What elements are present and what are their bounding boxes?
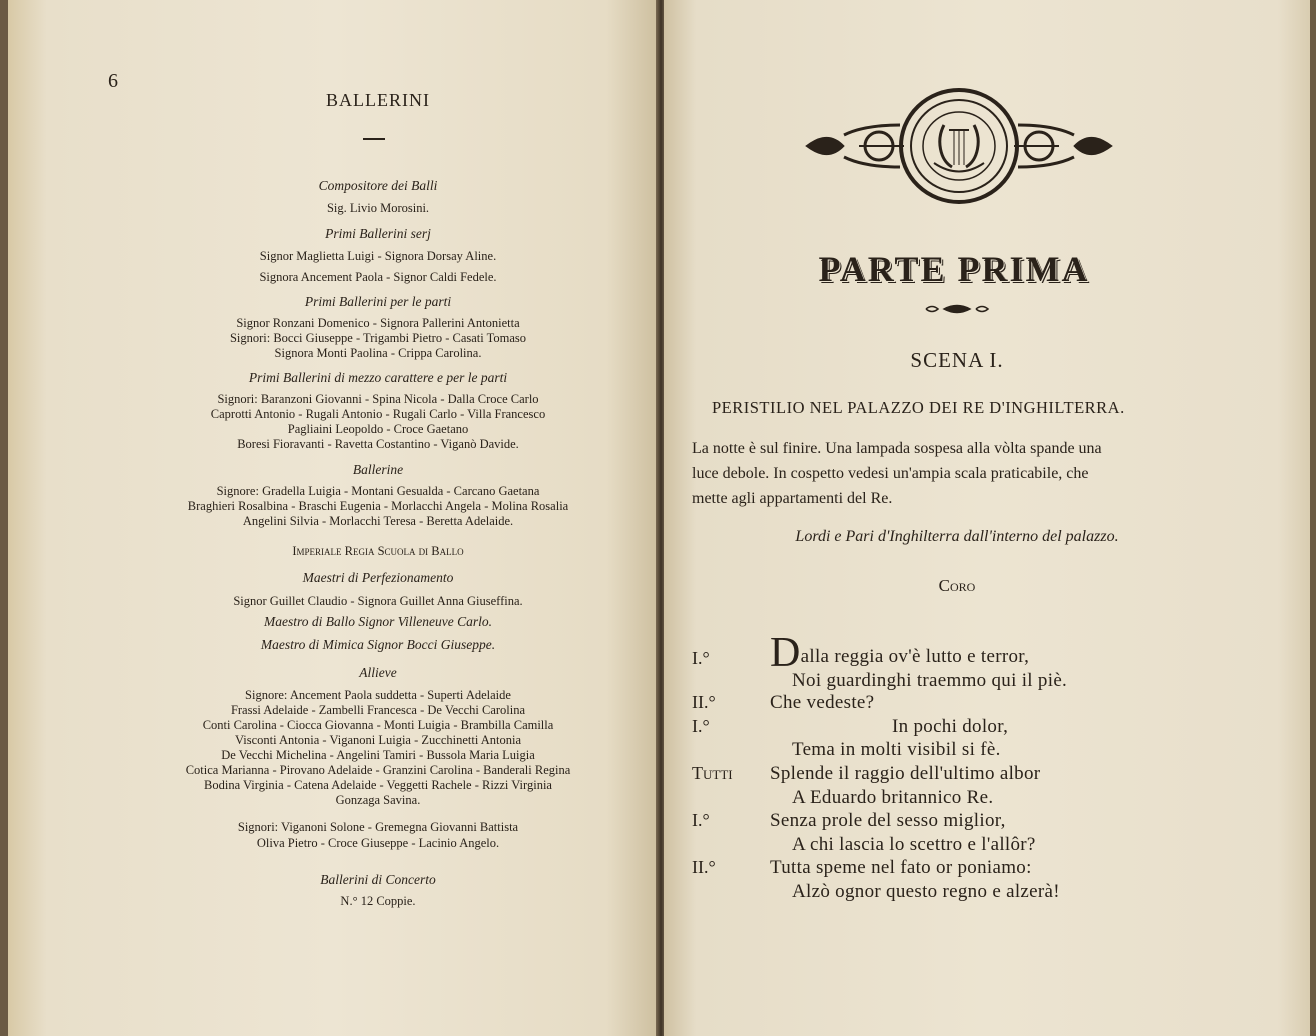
verse-line: Senza prole del sesso miglior, [770, 810, 1006, 831]
verse-line: A Eduardo britannico Re. [792, 787, 994, 808]
speaker-label: I.° [692, 716, 710, 736]
direction-line: luce debole. In cospetto vedesi un'ampia scala praticabile, che [692, 465, 1089, 482]
section-heading: Compositore dei Balli [318, 178, 438, 193]
name-line: Sig. Livio Morosini. [326, 201, 430, 215]
scene-title: SCENA I. [910, 348, 1004, 372]
speaker-label: Tutti [692, 763, 733, 783]
name-line: Signora Ancement Paola - Signor Caldi Fedele. [259, 270, 497, 284]
direction-line: mette agli appartamenti del Re. [692, 490, 893, 507]
verse-line: Tema in molti visibil si fè. [792, 739, 1001, 760]
name-line: Pagliaini Leopoldo - Croce Gaetano [287, 422, 469, 436]
section-heading: Primi Ballerini di mezzo carattere e per le parti [248, 370, 508, 385]
verse-line: A chi lascia lo scettro e l'allôr? [792, 834, 1036, 855]
verse-line: Splende il raggio dell'ultimo albor [770, 763, 1041, 784]
characters-text: Lordi e Pari d'Inghilterra dall'interno del palazzo. [795, 528, 1119, 545]
section-heading: Primi Ballerini per le parti [304, 294, 452, 309]
verse-line [770, 632, 1029, 674]
chorus-heading: Coro [938, 576, 976, 595]
section-heading: Ballerini di Concerto [320, 872, 436, 887]
section-heading: Primi Ballerini serj [325, 226, 431, 241]
left-page [8, 0, 658, 1036]
divider-ornament-icon [922, 302, 992, 316]
speaker-label: I.° [692, 810, 710, 830]
name-line: Signor Guillet Claudio - Signora Guillet Anna Giuseffina. [233, 594, 523, 608]
drop-cap: D [770, 630, 801, 676]
name-line: Bodina Virginia - Catena Adelaide - Veggetti Rachele - Rizzi Virginia [204, 778, 552, 792]
ballerini-list [8, 0, 658, 1036]
verse-line: Tutta speme nel fato or poniamo: [770, 857, 1032, 878]
name-line: Boresi Fioravanti - Ravetta Costantino - Viganò Davide. [237, 437, 519, 451]
name-line: Frassi Adelaide - Zambelli Francesca - De Vecchi Carolina [230, 703, 526, 717]
verse-line: Alzò ognor questo regno e alzerà! [792, 881, 1060, 902]
verse-line: Che vedeste? [770, 692, 875, 713]
section-heading: Ballerine [352, 462, 404, 477]
name-line: N.° 12 Coppie. [340, 894, 416, 908]
direction-line: La notte è sul finire. Una lampada sospesa alla vòlta spande una [692, 440, 1102, 457]
verse-line: In pochi dolor, [892, 716, 1009, 737]
title-rule [363, 138, 385, 140]
name-line: Oliva Pietro - Croce Giuseppe - Lacinio Angelo. [256, 836, 500, 850]
name-line: Maestro di Mimica Signor Bocci Giuseppe. [260, 637, 496, 652]
verse-line: Noi guardinghi traemmo qui il piè. [792, 670, 1068, 691]
speaker-label: I.° [692, 648, 710, 668]
part-title: PARTE PRIMA [818, 249, 1090, 289]
verse-text: alla reggia ov'è lutto e terror, [800, 646, 1030, 667]
name-line: Conti Carolina - Ciocca Giovanna - Monti Luigia - Brambilla Camilla [202, 718, 554, 732]
name-line: Signori: Viganoni Solone - Gremegna Giovanni Battista [237, 820, 519, 834]
name-line: Signora Monti Paolina - Crippa Carolina. [274, 346, 482, 360]
name-line: Signor Maglietta Luigi - Signora Dorsay Aline. [259, 249, 497, 263]
name-line: Signore: Ancement Paola suddetta - Superti Adelaide [245, 688, 511, 702]
section-heading: Maestri di Perfezionamento [302, 570, 454, 585]
stage-direction [692, 436, 1222, 511]
name-line: Signori: Bocci Giuseppe - Trigambi Pietro - Casati Tomaso [229, 331, 527, 345]
name-line: Braghieri Rosalbina - Braschi Eugenia - Morlacchi Angela - Molina Rosalia [187, 499, 569, 513]
scene-setting: PERISTILIO NEL PALAZZO DEI RE D'INGHILTERRA. [712, 398, 1125, 417]
name-line: Cotica Marianna - Pirovano Adelaide - Granzini Carolina - Banderali Regina [185, 763, 571, 777]
name-line: De Vecchi Michelina - Angelini Tamiri - Bussola Maria Luigia [221, 748, 535, 762]
name-line: Angelini Silvia - Morlacchi Teresa - Beretta Adelaide. [242, 514, 514, 528]
name-line: Signore: Gradella Luigia - Montani Gesualda - Carcano Gaetana [216, 484, 540, 498]
name-line: Signor Ronzani Domenico - Signora Pallerini Antonietta [236, 316, 520, 330]
characters-line [664, 528, 1250, 546]
name-line: Gonzaga Savina. [335, 793, 421, 807]
section-heading: Imperiale Regia Scuola di Ballo [292, 544, 464, 558]
name-line: Signori: Baranzoni Giovanni - Spina Nicola - Dalla Croce Carlo [217, 392, 539, 406]
name-line: Visconti Antonia - Viganoni Luigia - Zucchinetti Antonia [234, 733, 522, 747]
page-number: 6 [108, 70, 118, 92]
name-line: Maestro di Ballo Signor Villeneuve Carlo. [264, 614, 492, 629]
name-line: Caprotti Antonio - Rugali Antonio - Rugali Carlo - Villa Francesco [210, 407, 546, 421]
section-heading: Allieve [359, 665, 397, 680]
speaker-label: II.° [692, 857, 716, 877]
page-title: BALLERINI [326, 90, 430, 110]
lyre-ornament-icon [804, 85, 1114, 207]
right-page [664, 0, 1310, 1036]
speaker-label: II.° [692, 692, 716, 712]
